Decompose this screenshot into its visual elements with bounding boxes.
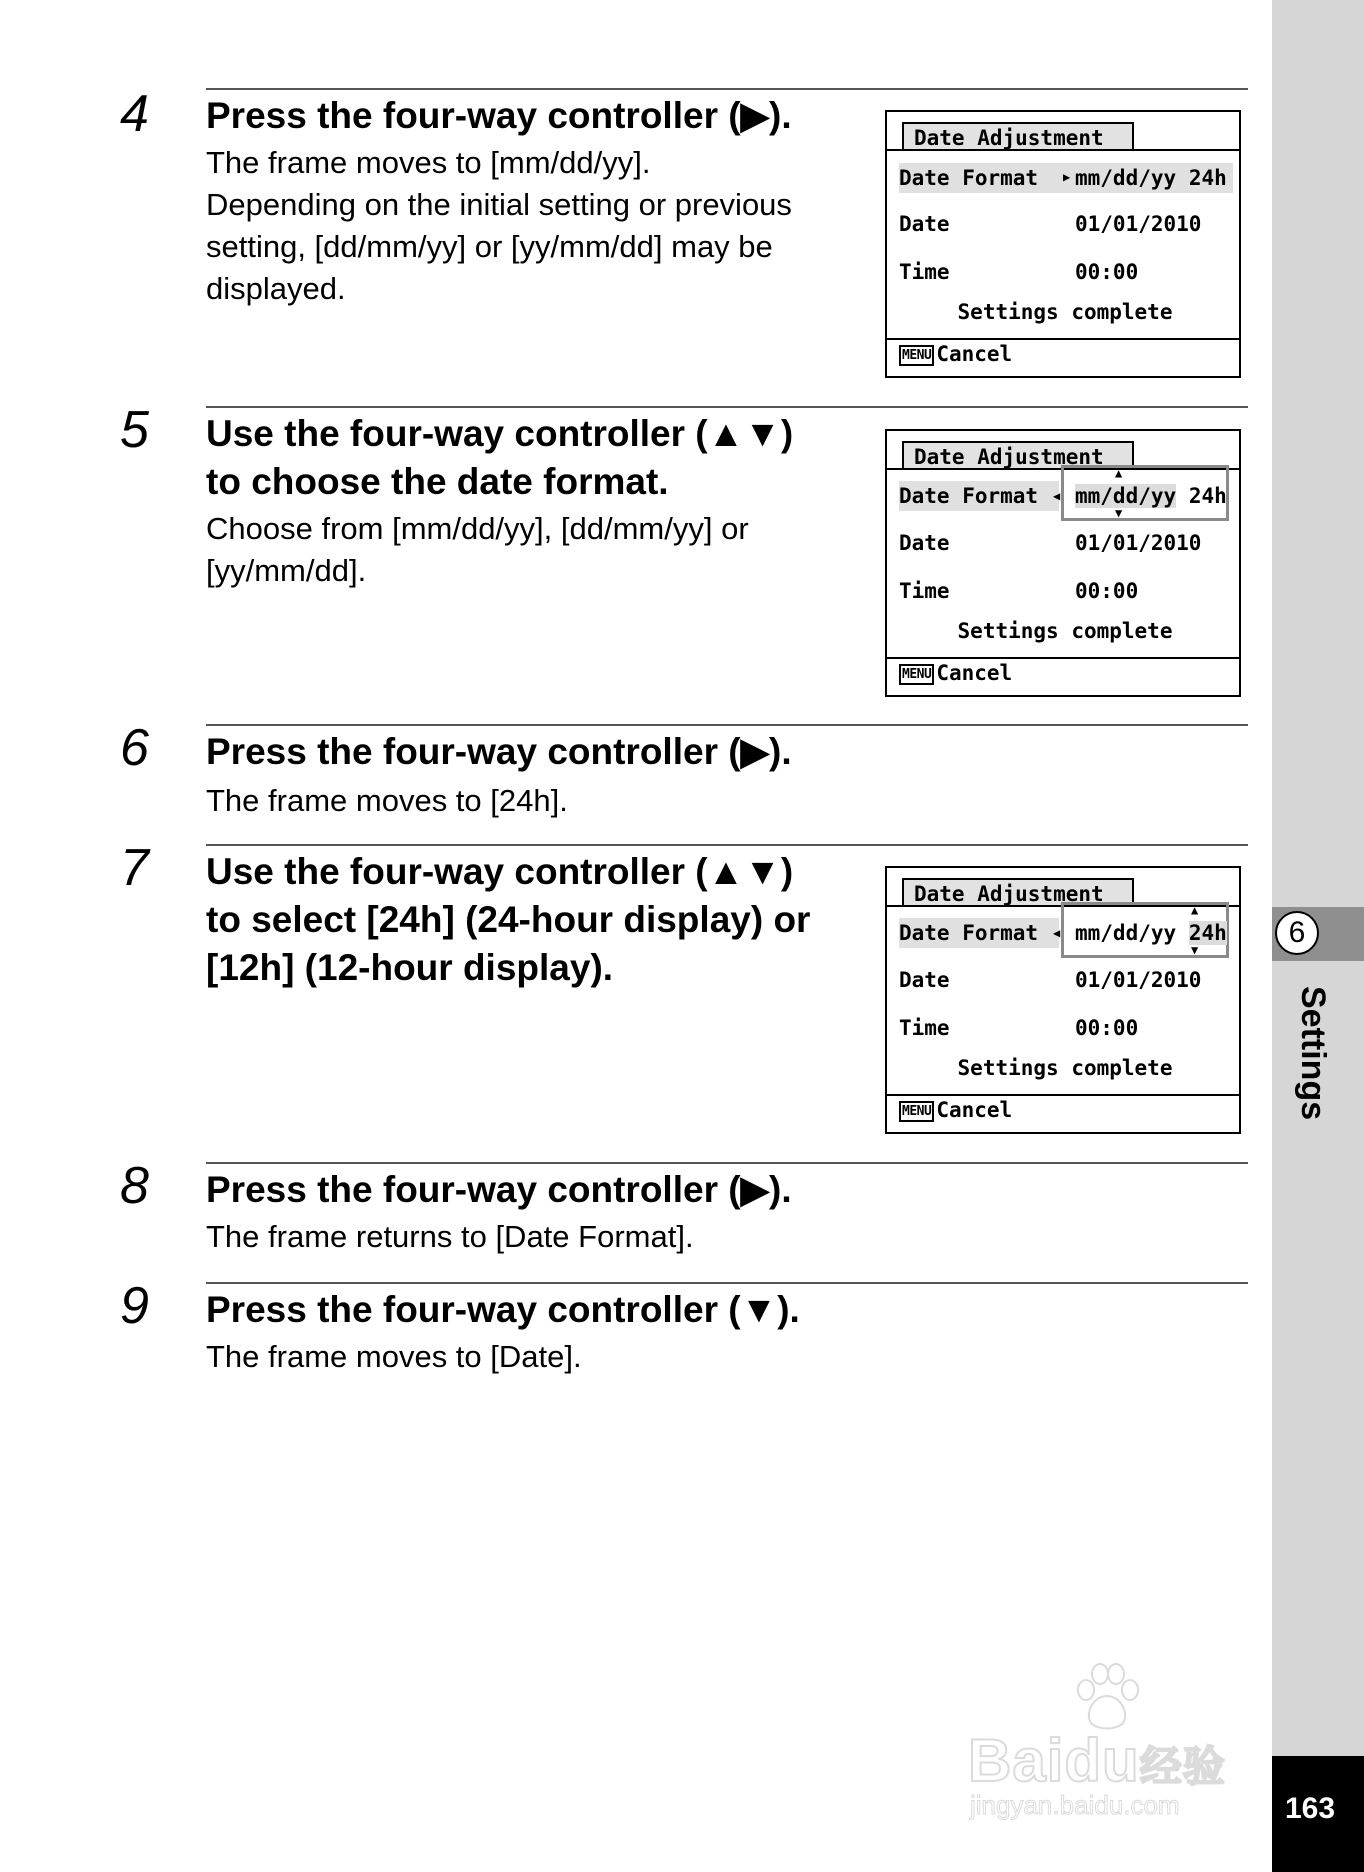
cancel-row: MENU Cancel xyxy=(899,661,1012,685)
menu-button-icon: MENU xyxy=(899,345,934,366)
camera-screen-date-format-frame xyxy=(885,429,1241,697)
page-number-box xyxy=(1272,1756,1364,1872)
step-number: 6 xyxy=(120,719,149,777)
watermark-url: jingyan.baidu.com xyxy=(970,1790,1180,1820)
step-number: 5 xyxy=(120,401,149,459)
date-format-label: Date Format xyxy=(899,484,1039,508)
menu-button-icon: MENU xyxy=(899,1101,934,1122)
baidu-watermark xyxy=(968,1660,1278,1820)
time-value: 00:00 xyxy=(1075,579,1139,603)
date-label: Date xyxy=(899,212,950,236)
step-title: Use the four-way controller (▲▼) to choose the date format. xyxy=(206,413,794,502)
step-number: 8 xyxy=(120,1157,149,1215)
up-arrow-icon: ▲ xyxy=(1115,466,1123,480)
screen-tab: Date Adjustment xyxy=(902,878,1134,906)
date-format-value: mm/dd/yy 24h xyxy=(1075,921,1227,945)
date-format-label: Date Format xyxy=(899,166,1039,190)
date-format-label: Date Format xyxy=(899,921,1039,945)
step-divider xyxy=(206,1282,1248,1284)
step-body: The frame moves to [24h]. xyxy=(206,783,568,818)
settings-complete: Settings complete xyxy=(957,1056,1173,1080)
page-number: 163 xyxy=(1285,1792,1336,1825)
step-number: 4 xyxy=(120,85,149,143)
step-divider xyxy=(206,844,1248,846)
step-title: Use the four-way controller (▲▼) to select [24h] (24-hour display) or [12h] (12-hour display). xyxy=(206,851,811,988)
right-arrow-icon: ▶ xyxy=(1063,170,1071,184)
step-number: 9 xyxy=(120,1277,149,1335)
time-value: 00:00 xyxy=(1075,1016,1139,1040)
cancel-row: MENU Cancel xyxy=(899,1098,1012,1122)
step-title: Press the four-way controller (▶). xyxy=(206,1169,792,1210)
watermark-brand: Baidu经验 xyxy=(968,1727,1226,1794)
left-arrow-icon: ◀ xyxy=(1053,489,1061,503)
settings-complete: Settings complete xyxy=(957,300,1173,324)
date-label: Date xyxy=(899,531,950,555)
menu-button-icon: MENU xyxy=(899,664,934,685)
screen-tab: Date Adjustment xyxy=(902,441,1134,469)
step-title: Press the four-way controller (▶). xyxy=(206,731,792,772)
left-arrow-icon: ◀ xyxy=(1053,926,1061,940)
date-value: 01/01/2010 xyxy=(1075,212,1202,236)
settings-complete: Settings complete xyxy=(957,619,1173,643)
up-arrow-icon: ▲ xyxy=(1191,903,1199,917)
chapter-number: 6 xyxy=(1275,911,1319,955)
date-format-value: mm/dd/yy 24h xyxy=(1075,166,1227,190)
time-label: Time xyxy=(899,1016,950,1040)
paw-logo-icon xyxy=(1070,1660,1144,1734)
step-title: Press the four-way controller (▼). xyxy=(206,1289,800,1330)
step-body: The frame returns to [Date Format]. xyxy=(206,1219,694,1254)
step-body: The frame moves to [mm/dd/yy]. Depending on the initial setting or previous setting, [dd/mm/yy] or [yy/mm/dd] may be displayed. xyxy=(206,145,792,306)
camera-screen-date-adjustment xyxy=(885,110,1241,378)
date-value: 01/01/2010 xyxy=(1075,968,1202,992)
camera-screen-hour-frame xyxy=(885,866,1241,1134)
step-body: The frame moves to [Date]. xyxy=(206,1339,582,1374)
down-arrow-icon: ▼ xyxy=(1115,506,1123,520)
step-divider xyxy=(206,406,1248,408)
step-divider xyxy=(206,88,1248,90)
cancel-row: MENU Cancel xyxy=(899,342,1012,366)
step-number: 7 xyxy=(120,839,149,897)
step-body: Choose from [mm/dd/yy], [dd/mm/yy] or [yy/mm/dd]. xyxy=(206,511,749,588)
down-arrow-icon: ▼ xyxy=(1191,943,1199,957)
date-format-value: mm/dd/yy 24h xyxy=(1075,484,1227,508)
time-label: Time xyxy=(899,579,950,603)
time-label: Time xyxy=(899,260,950,284)
screen-tab: Date Adjustment xyxy=(902,122,1134,150)
chapter-title: Settings xyxy=(1294,986,1332,1121)
step-divider xyxy=(206,1162,1248,1164)
date-value: 01/01/2010 xyxy=(1075,531,1202,555)
step-title: Press the four-way controller (▶). xyxy=(206,95,792,136)
step-divider xyxy=(206,724,1248,726)
time-value: 00:00 xyxy=(1075,260,1139,284)
date-label: Date xyxy=(899,968,950,992)
